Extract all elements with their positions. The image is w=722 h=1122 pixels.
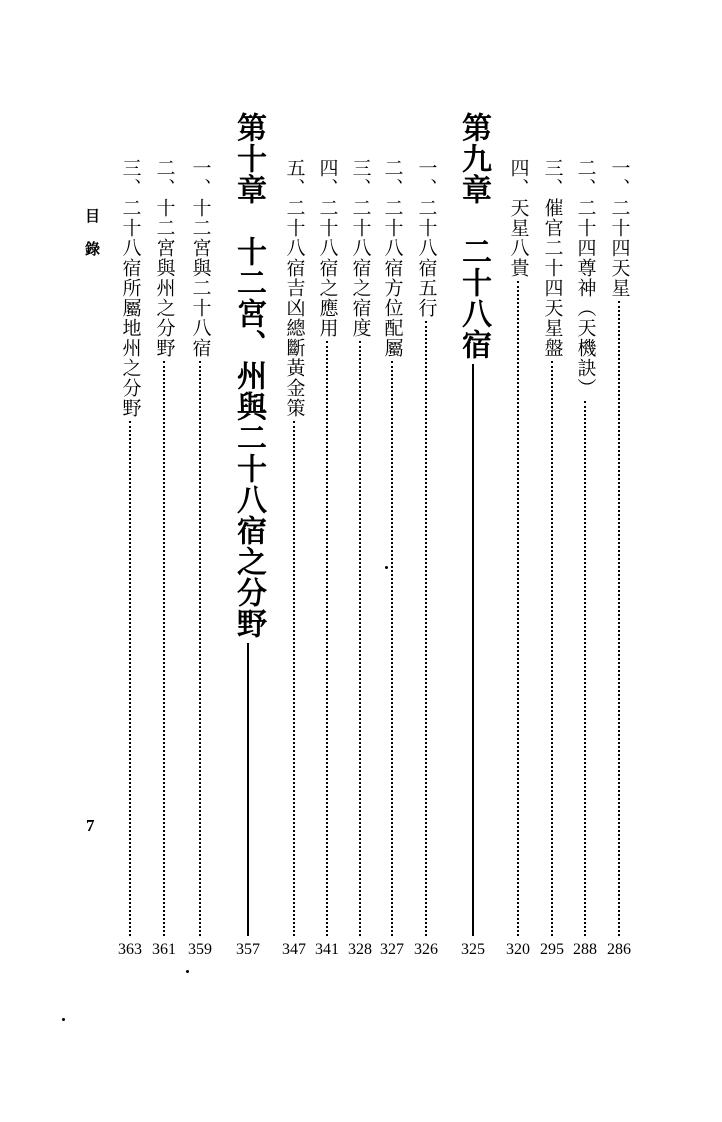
- leader-dots: [163, 361, 165, 936]
- toc-entry[interactable]: [380, 158, 404, 958]
- leader-dots: [391, 361, 393, 936]
- toc-entry[interactable]: [506, 158, 530, 958]
- toc-entry-page: 326: [414, 941, 438, 958]
- toc-entry-title: 二、十二宮與州之分野: [153, 158, 176, 358]
- toc-entry-title: 五、二十八宿吉凶總斷黃金策: [283, 158, 306, 418]
- toc-entry[interactable]: [607, 158, 631, 958]
- chapter-title: 第十章 十二宮、州與二十八宿之分野: [231, 112, 266, 639]
- toc-entry[interactable]: [152, 158, 176, 958]
- toc-entry-page: 288: [573, 941, 597, 958]
- toc-entry[interactable]: [540, 158, 564, 958]
- chapter-page: 325: [461, 941, 485, 958]
- toc-entry-title: 二、二十八宿方位配屬: [381, 158, 404, 358]
- toc-entry[interactable]: [315, 158, 339, 958]
- chapter-rule: [472, 364, 474, 936]
- toc-entry-title: 三、二十八宿所屬地州之分野: [119, 158, 142, 418]
- toc-entry-title: 四、天星八貴: [507, 158, 530, 278]
- chapter-title: 第九章 二十八宿: [456, 112, 491, 360]
- leader-dots: [517, 281, 519, 936]
- toc-entry-page: 359: [188, 941, 212, 958]
- toc-entry-page: 327: [380, 941, 404, 958]
- toc-entry-page: 361: [152, 941, 176, 958]
- leader-dots: [618, 301, 620, 936]
- leader-dots: [425, 321, 427, 936]
- scan-speck: [385, 566, 388, 569]
- toc-entry-title: 三、二十八宿之宿度: [349, 158, 372, 338]
- running-head: 目錄: [83, 208, 101, 274]
- toc-entry[interactable]: [118, 158, 142, 958]
- toc-entry-page: 328: [348, 941, 372, 958]
- toc-entry-page: 347: [282, 941, 306, 958]
- toc-entry[interactable]: [348, 158, 372, 958]
- toc-entry-page: 363: [118, 941, 142, 958]
- toc-entry[interactable]: [188, 158, 212, 958]
- leader-dots: [359, 341, 361, 936]
- toc-entry-page: 286: [607, 941, 631, 958]
- scan-speck: [186, 970, 189, 973]
- scan-speck: [62, 1018, 65, 1021]
- page-number: 7: [86, 816, 95, 835]
- chapter-page: 357: [236, 941, 260, 958]
- leader-dots: [129, 421, 131, 936]
- leader-dots: [199, 361, 201, 936]
- chapter-9-heading[interactable]: [456, 112, 491, 958]
- toc-entry[interactable]: [414, 158, 438, 958]
- toc-entry-title: 三、催官二十四天星盤: [541, 158, 564, 358]
- leader-dots: [551, 361, 553, 936]
- leader-dots: [326, 341, 328, 936]
- toc-entry-page: 295: [540, 941, 564, 958]
- toc-entry-page: 341: [315, 941, 339, 958]
- toc-entry-title: 四、二十八宿之應用: [316, 158, 339, 338]
- toc-entry-page: 320: [506, 941, 530, 958]
- toc-entry-title: 一、二十四天星: [608, 158, 631, 298]
- toc-entry[interactable]: [282, 158, 306, 958]
- toc-entry[interactable]: [573, 158, 597, 958]
- leader-dots: [584, 401, 586, 936]
- toc-entry-title: 一、二十八宿五行: [415, 158, 438, 318]
- toc-entry-title: 一、十二宮與二十八宿: [189, 158, 212, 358]
- chapter-rule: [247, 643, 249, 936]
- chapter-10-heading[interactable]: [231, 112, 266, 958]
- leader-dots: [293, 421, 295, 936]
- toc-entry-title: 二、二十四尊神（天機訣）: [574, 158, 597, 398]
